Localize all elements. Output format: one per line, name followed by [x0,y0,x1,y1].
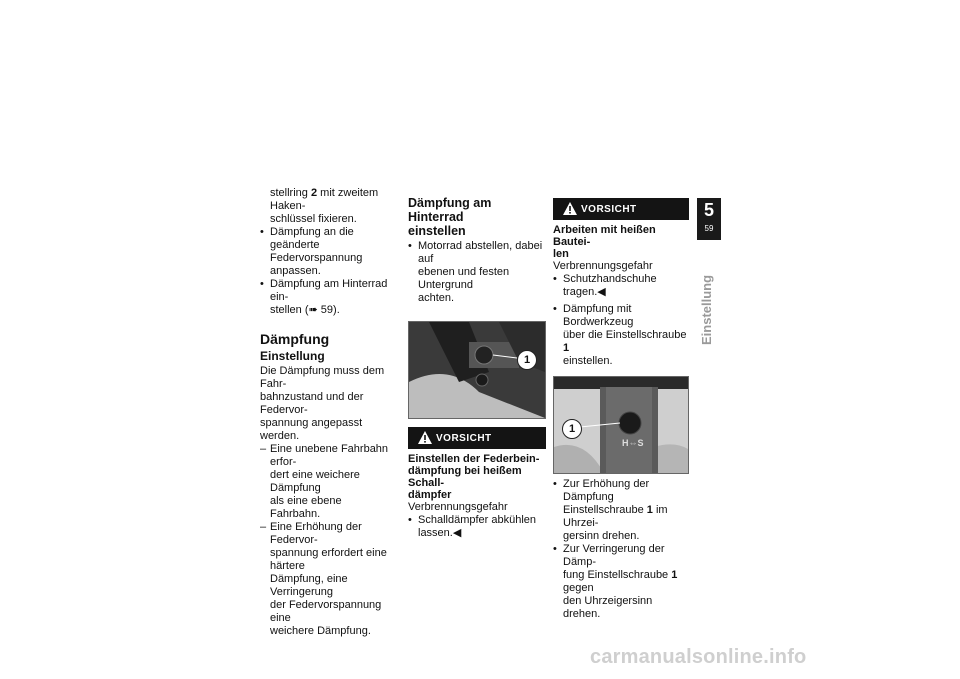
text: dert eine weichere Dämpfung [270,469,360,494]
text: ebenen und festen Untergrund [418,266,510,291]
list-item [260,278,392,317]
warning-banner [553,198,689,220]
ref-number: 1 [646,504,653,516]
text: lassen. [418,527,453,539]
warning-label: VORSICHT [436,433,492,444]
callout-1: 1 [562,419,582,439]
warning-subtitle: Verbrennungsgefahr [553,260,653,272]
page-ref: 59). [317,304,340,316]
text: Einstellen der Federbein- [408,453,540,465]
text: Schutzhandschuhe tragen. [563,273,657,298]
dash-icon: – [260,521,267,533]
text: gegen [563,582,594,594]
text: Eine Erhöhung der Federvor- [270,521,362,546]
text: achten. [418,292,455,304]
warning-subtitle: Verbrennungsgefahr [408,501,508,513]
h-s-marking: H⇔S [622,438,644,448]
chapter-tab [697,198,721,240]
text: Zur Erhöhung der Dämpfung [563,478,650,503]
paragraph-line: spannung angepasst werden. [260,417,363,442]
text: über die Einstellschraube [563,329,687,341]
text: dämpfung bei heißem Schall- [408,465,522,489]
paragraph-line: bahnzustand und der Federvor- [260,391,364,416]
text: mit zweitem Haken- [270,187,379,212]
subsection-heading: Einstellung [260,349,325,363]
list-item [408,514,546,540]
text: im Uhrzei- [563,504,668,529]
watermark: carmanualsonline.info [590,646,807,668]
bullet-icon: • [553,478,557,490]
list-item [408,240,546,305]
dash-icon: – [260,443,267,455]
ref-number: 1 [563,342,570,354]
end-mark-icon: ◀ [452,527,462,539]
rear-shock-illustration [409,322,545,418]
bullet-icon: • [553,543,557,555]
photo-adjusting-screw [553,376,689,474]
bullet-icon: • [408,240,412,252]
text: Zur Verringerung der Dämp- [563,543,665,568]
continued-text [260,187,392,213]
text: fung Einstellschraube [563,569,672,581]
text: Dämpfung, eine Verringerung [270,573,348,598]
paragraph-line: Die Dämpfung muss dem Fahr- [260,365,385,390]
warning-title [553,224,689,260]
cross-reference [270,304,392,317]
bullet-icon: • [260,226,264,238]
bullet-icon: • [408,514,412,526]
text: weichere Dämpfung. [270,625,371,637]
list-item [260,226,392,278]
ref-number: 1 [671,569,678,581]
warning-triangle-icon [418,431,432,444]
heading-line: Dämpfung am Hinterrad [408,196,492,224]
column-3 [553,198,689,621]
photo-rear-shock [408,321,546,419]
text: Dämpfung an die geänderte [270,226,354,251]
bullet-icon: • [260,278,264,290]
warning-label: VORSICHT [581,204,637,215]
text: als eine ebene Fahrbahn. [270,495,342,520]
list-item [553,303,689,368]
text: einstellen. [563,355,613,367]
chapter-side-title: Einstellung [699,274,714,345]
heading-line: einstellen [408,224,466,238]
section-heading: Dämpfung [260,331,330,347]
page-number: 59 [704,224,714,233]
section-heading [408,196,546,238]
text: len [553,248,569,260]
text: Dämpfung am Hinterrad ein- [270,278,388,303]
dash-item [260,521,392,638]
text: Einstellschraube [563,504,647,516]
end-mark-icon: ◀ [597,286,606,298]
arrow-icon: ➠ [308,304,318,316]
list-item [553,273,689,299]
list-item [553,478,689,543]
list-item [553,543,689,621]
text: stellen ( [270,304,309,316]
dash-item [260,443,392,521]
text: Eine unebene Fahrbahn erfor- [270,443,389,468]
continued-text-line: schlüssel fixieren. [270,213,357,225]
text: der Federvorspannung eine [270,599,382,624]
text: gersinn drehen. [563,530,640,542]
text: Dämpfung mit Bordwerkzeug [563,303,634,328]
column-1 [260,187,392,638]
warning-triangle-icon [563,202,577,215]
warning-banner [408,427,546,449]
text: Schalldämpfer abkühlen [418,514,537,526]
chapter-number: 5 [703,200,714,220]
text: Motorrad abstellen, dabei auf [418,240,543,265]
text: dämpfer [408,489,452,501]
text: stellring [270,187,311,199]
text: Arbeiten mit heißen Bautei- [553,224,656,248]
bullet-icon: • [553,303,557,315]
text: den Uhrzeigersinn drehen. [563,595,653,620]
column-2 [408,196,546,540]
callout-1: 1 [517,350,537,370]
text: spannung erfordert eine härtere [270,547,387,572]
ref-number: 2 [310,187,318,199]
bullet-icon: • [553,273,557,285]
text: Federvorspannung anpassen. [270,252,363,277]
warning-title [408,453,546,501]
